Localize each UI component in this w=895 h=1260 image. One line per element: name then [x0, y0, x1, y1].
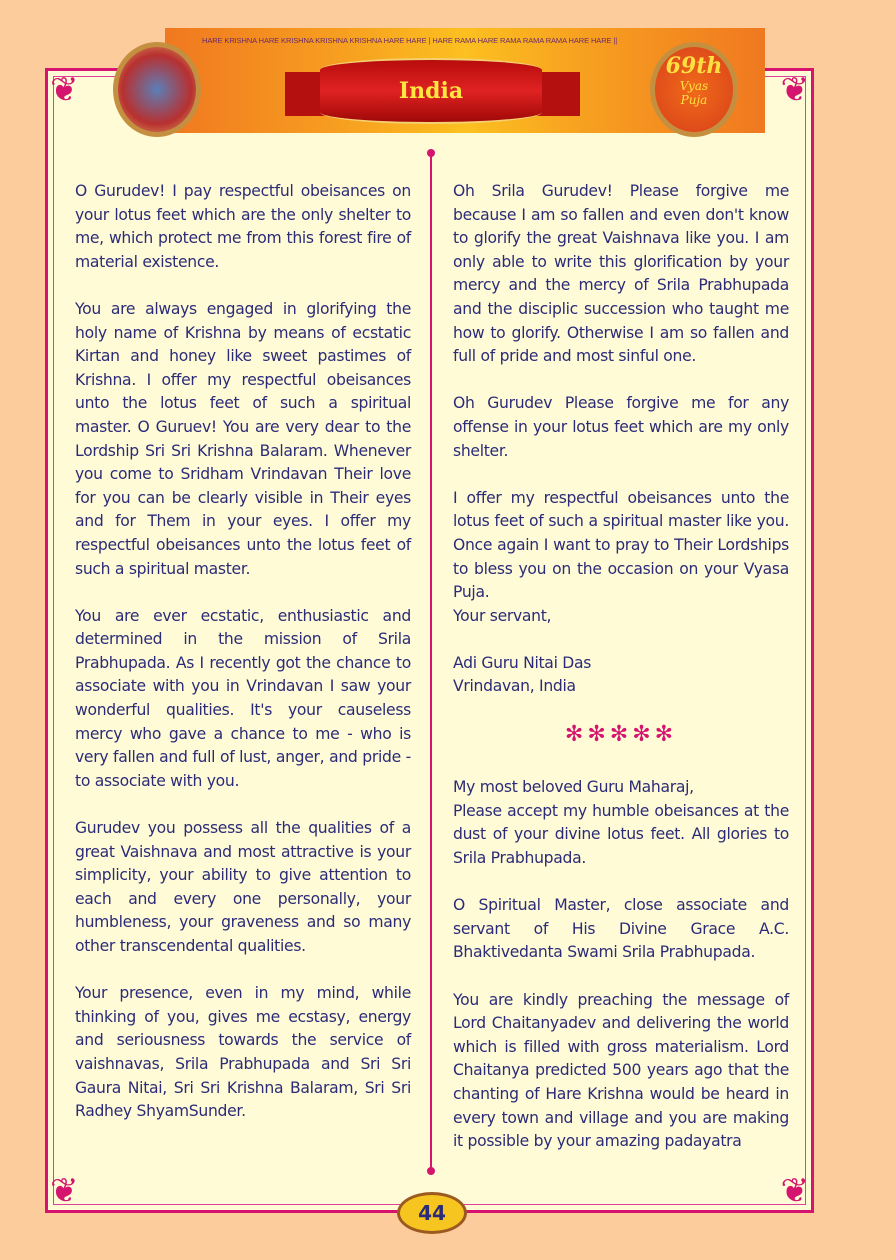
signature-place: Vrindavan, India	[453, 677, 576, 696]
signature-name: Adi Guru Nitai Das	[453, 653, 592, 672]
column-divider	[430, 152, 432, 1170]
paragraph: Your presence, even in my mind, while thinking of you, gives me ecstasy, energy and seriousness towards the service of vaishnavas, Srila Prabhupada and Sri Sri Gaura Nitai, Sri Sri Krishna Balaram, Sri Sri Radhey ShyamSunder.	[75, 984, 411, 1121]
paragraph: Please accept my humble obeisances at the dust of your divine lotus feet. All glories to Srila Prabhupada.	[453, 801, 789, 868]
corner-ornament-icon: ❦	[780, 1171, 809, 1211]
header-mantra: HARE KRISHNA HARE KRISHNA KRISHNA KRISHNA HARE HARE | HARE RAMA HARE RAMA RAMA RAMA HARE HARE ||	[202, 36, 618, 45]
badge-number: 69th	[665, 53, 723, 79]
paragraph: You are ever ecstatic, enthusiastic and determined in the mission of Srila Prabhupada. As I recently got the chance to associate with you in Vrindavan I saw your wonderful qualities. It's your causeless mercy who gave a chance to me - who is very fallen and full of lust, anger, and pride - to associate with you.	[75, 606, 411, 790]
badge-line1: Vyas	[679, 79, 709, 93]
deity-image	[113, 42, 201, 137]
paragraph: You are kindly preaching the message of Lord Chaitanyadev and delivering the world which is filled with gross materialism. Lord Chaitanya predicted 500 years ago that the chanting of Hare Krishna would be heard in every town and village and you are making it possible by your amazing padayatra	[453, 990, 789, 1151]
badge-line2: Puja	[680, 93, 708, 107]
paragraph: I offer my respectful obeisances unto the lotus feet of such a spiritual master like you. Once again I want to pray to Their Lordships to bless you on the occasion on your Vyasa Puja.	[453, 488, 789, 602]
right-column	[453, 180, 789, 1177]
separator-stars-icon: ✻✻✻✻✻	[564, 721, 678, 747]
corner-ornament-icon: ❦	[50, 1171, 79, 1211]
vyas-puja-badge	[650, 42, 738, 137]
corner-ornament-icon: ❦	[780, 70, 809, 110]
corner-ornament-icon: ❦	[50, 70, 79, 110]
paragraph: Oh Srila Gurudev! Please forgive me because I am so fallen and even don't know to glorify the great Vaishnava like you. I am only able to write this glorification by your mercy and the mercy of Srila Prabhupada and the disciplic succession who taught me how to glorify. Otherwise I am so fallen and full of pride and most sinful one.	[453, 182, 789, 366]
title-ribbon	[320, 58, 542, 124]
left-column	[75, 180, 411, 1147]
page-title: India	[398, 78, 464, 104]
paragraph: Oh Gurudev Please forgive me for any offense in your lotus feet which are my only shelter.	[453, 394, 789, 460]
paragraph: Gurudev you possess all the qualities of a great Vaishnava and most attractive is your simplicity, your ability to give attention to each and every one personally, your humbleness, your graveness and so many other transcendental qualities.	[75, 819, 411, 955]
page-number: 44	[397, 1192, 467, 1234]
paragraph: O Spiritual Master, close associate and servant of His Divine Grace A.C. Bhaktivedanta Swami Srila Prabhupada.	[453, 896, 789, 962]
divider-dot-bottom	[427, 1167, 435, 1175]
paragraph: You are always engaged in glorifying the holy name of Krishna by means of ecstatic Kirtan and honey like sweet pastimes of Krishna. I offer my respectful obeisances unto the lotus feet of such a spiritual master. O Guruev! You are very dear to the Lordship Sri Sri Krishna Balaram. Whenever you come to Sridham Vrindavan Their love for you can be clearly visible in Their eyes and for Them in your eyes. I offer my respectful obeisances unto the lotus feet of such a spiritual master.	[75, 299, 411, 578]
divider-dot-top	[427, 149, 435, 157]
paragraph: O Gurudev! I pay respectful obeisances on your lotus feet which are the only shelter to me, which protect me from this forest fire of material existence.	[75, 182, 411, 271]
salutation: My most beloved Guru Maharaj,	[453, 778, 694, 797]
closing: Your servant,	[453, 606, 552, 625]
